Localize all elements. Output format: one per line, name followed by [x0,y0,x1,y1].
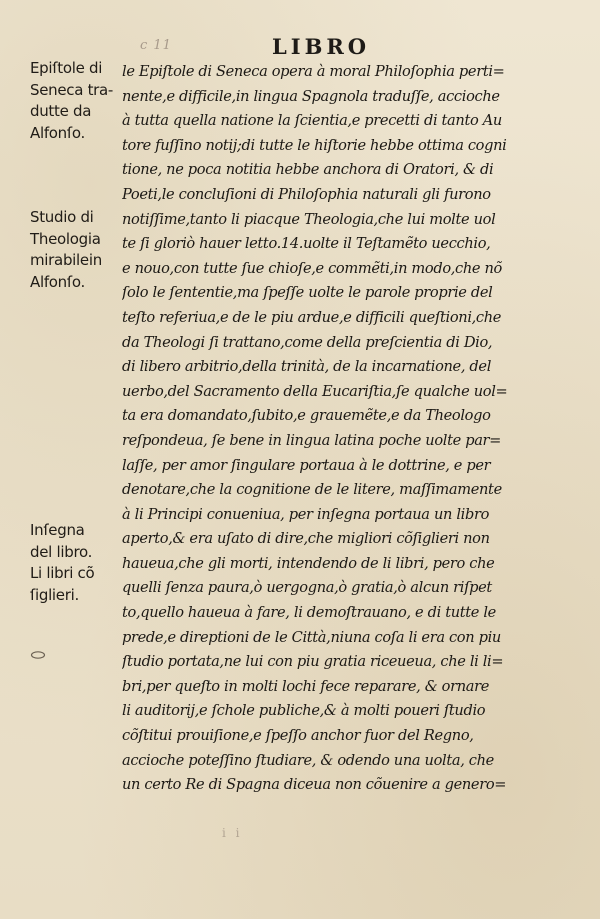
text-line: bri,per queſto in molti lochi fece reparare, & ornare [122,677,490,695]
marginal-note-insegna [30,520,130,606]
text-line: le Epiſtole di Seneca opera à moral Philoſophia perti= [122,63,505,80]
folio-number: c 11 [140,38,172,53]
text-line: tione, ne poca notitia hebbe anchora di Oratori, & di [122,161,494,179]
marginal-note-line: Li libri cõ [30,564,95,582]
text-line: e nouo,con tutte ſue chioſe,e commẽti,in modo,che nõ [122,259,502,277]
marginal-note-line: Seneca tra- [30,80,114,99]
marginal-note-line: Alfonſo. [30,272,85,291]
text-line: accioche poteſſino ſtudiare, & odendo una uolta, che [122,751,494,769]
text-line: denotare,che la cognitione de le litere, maſſimamente [122,481,502,499]
text-line: reſpondeua, ſe bene in lingua latina poche uolte par= [122,431,502,449]
marginal-note-line: Inſegna [30,521,85,539]
marginal-note-seneca [30,58,130,144]
marginal-note-line: mirabilein [30,251,102,269]
text-line: nente,e difficile,in lingua Spagnola traduſſe, accioche [122,87,500,105]
text-line: da Theologi ſi trattano,come della preſcientia di Dio, [122,333,493,351]
text-line: ſolo le ſententie,ma ſpeſſe uolte le parole proprie del [122,284,493,302]
text-line: à tutta quella natione la ſcientia,e precetti di tanto Au [122,112,502,130]
marginal-note-line: Studio di [30,208,94,226]
text-line: to,quello haueua à fare, li demoſtrauano, e di tutte le [122,604,496,622]
marginal-note-line: Alfonſo. [30,123,85,142]
marginal-note-line: ſiglieri. [30,585,79,604]
text-line: quelli ſenza paura,ò uergogna,ò gratia,ò alcun riſpet [122,579,492,597]
text-line: uerbo,del Sacramento della Eucariſtia,ſe qualche uol= [122,382,508,400]
text-line: tore fuſſino notij;di tutte le hiſtorie hebbe ottima cogni [122,136,507,154]
marginal-note-line: Epiſtole di [30,59,103,77]
text-line: te ſi gloriò hauer letto.14.uolte il Teſtamẽto uecchio, [122,235,491,253]
text-line: à li Principi conueniua, per inſegna portaua un libro [122,505,490,523]
marginal-note-theologia [30,207,130,293]
text-line: cõſtitui prouiſione,e ſpeſſo anchor fuor del Regno, [122,727,474,745]
text-line: ſtudio portata,ne lui con piu gratia riceueua, che li li= [122,653,504,671]
marginal-note-line: Theologia [30,229,101,248]
text-line: un certo Re di Spagna diceua non cõuenire a genero= [122,776,507,794]
text-line: aperto,& era uſato di dire,che migliori cõſiglieri non [122,530,490,548]
body-text [122,60,576,840]
text-line: teſto referiua,e de le piu ardue,e difficili queſtioni,che [122,308,502,326]
text-line: laſſe, per amor ſingulare portaua à le dottrine, e per [122,456,491,474]
marginal-note-line: del libro. [30,542,93,561]
text-line: ta era domandato,ſubito,e grauemẽte,e da Theologo [122,407,491,425]
marginal-notes [30,58,126,618]
text-line: haueua,che gli morti, intendendo de li libri, pero che [122,554,495,572]
text-line: Poeti,le concluſioni di Philoſophia naturali gli furono [122,185,491,203]
text-line: di libero arbitrio,della trinità, de la incarnatione, del [122,358,492,376]
running-head-title: LIBRO [272,34,371,59]
text-line: li auditorij,e ſchole publiche,& à molti poueri ſtudio [122,702,486,720]
signature-mark: i i [222,826,243,840]
text-line: prede,e direptioni de le Città,niuna coſa li era con piu [122,628,501,646]
text-line: notiſſime,tanto li piacque Theologia,che lui molte uol [122,210,496,228]
marginal-note-line: dutte da [30,102,92,120]
ink-blot-icon [30,650,46,660]
